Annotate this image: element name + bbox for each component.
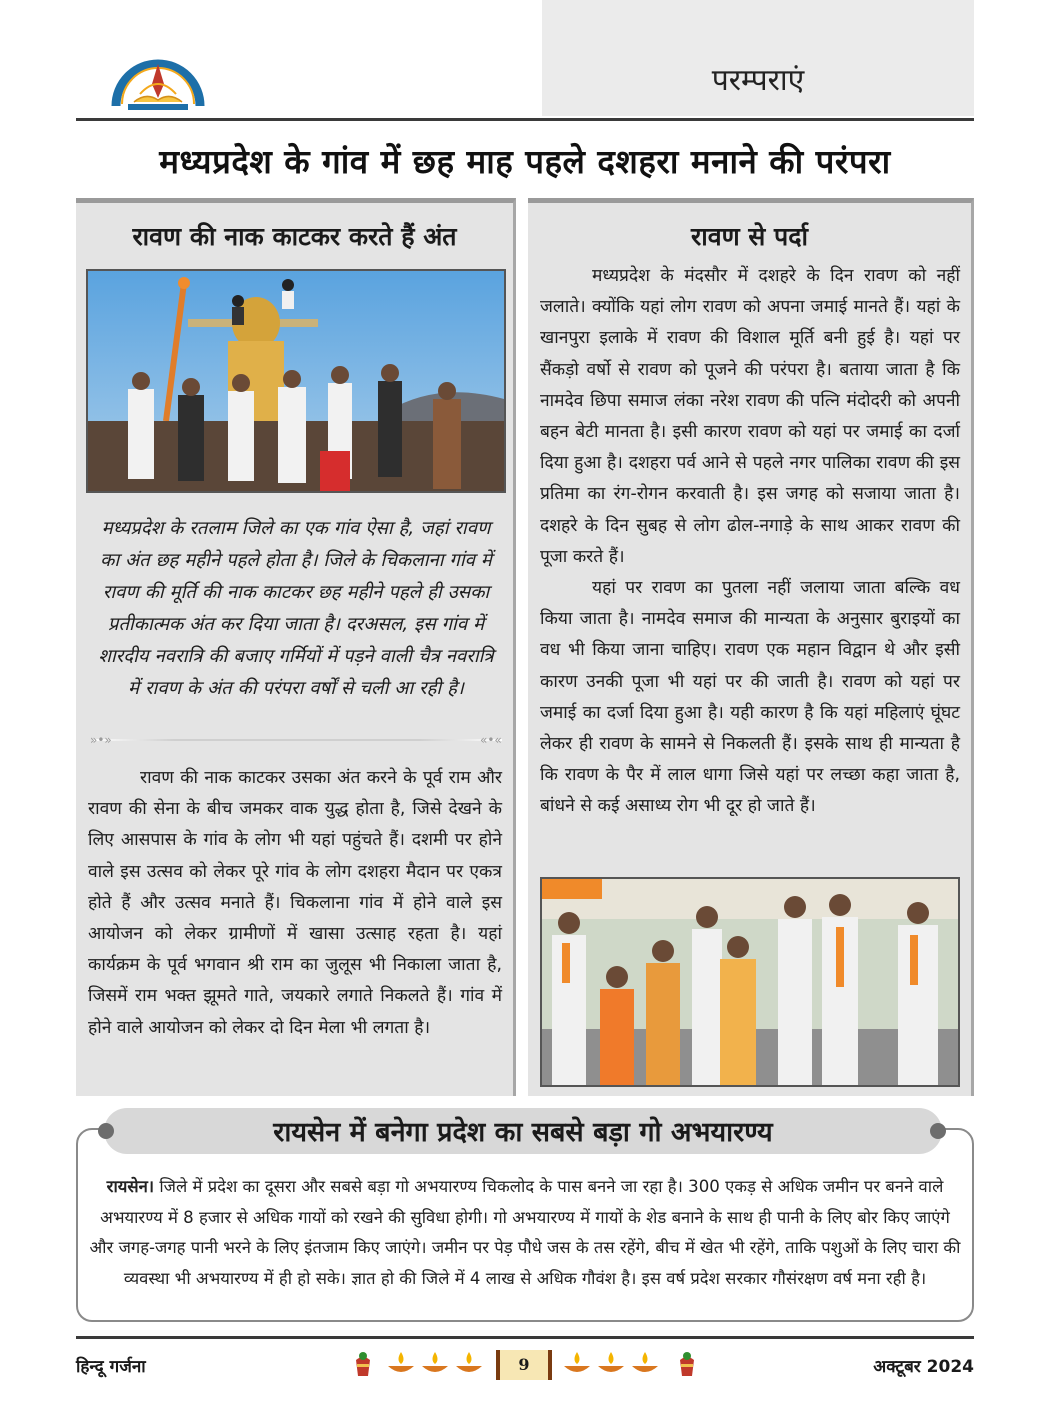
divider-ornament-right-icon: «•«	[480, 733, 502, 747]
issue-date: अक्टूबर 2024	[873, 1357, 974, 1377]
caption-divider	[92, 739, 502, 741]
news-dateline: रायसेन।	[106, 1177, 155, 1196]
news-box-body: जिले में प्रदेश का दूसरा और सबसे बड़ा गो अभयारण्य चिकलोद के पास बनने जा रहा है। 300 एकड़ से अधिक जमीन पर बनने वाले अभयारण्य में 8 हजार से अधिक गायों को रखने की सुविधा होगी। गो अभयारण्य में गायों के शेड बनाने के साथ ही पानी के लिए बोर किए जाएंगे और जगह-जगह पानी भरने के लिए इंतजाम किए जाएंगे। जमीन पर पेड़ पौधे जस के तस रहेंगे, बीच में खेत भी रहेंगे, ताकि पशुओं के लिए चारा की व्यवस्था भी अभयारण्य में ही हो सके। ज्ञात हो की जिले में 4 लाख से अधिक गौवंश है। इस वर्ष प्रदेश सरकार गौसंरक्षण वर्ष मना रही है।	[89, 1177, 961, 1288]
left-caption: मध्यप्रदेश के रतलाम जिले का एक गांव ऐसा है, जहां रावण का अंत छह महीने पहले होता है। जिले के चिकलाना गांव में रावण की मूर्ति की नाक काटकर छह महीने पहले ही उसका प्रतीकात्मक अंत कर दिया जाता है। दरअसल, इस गांव में शारदीय नवरात्रि की बजाए गर्मियों में पड़ने वाली चैत्र नवरात्रि में रावण के अंत की परंपरा वर्षों से चली आ रही है।	[98, 518, 494, 699]
right-body-paragraph-1: मध्यप्रदेश के मंदसौर में दशहरे के दिन रावण को नहीं जलाते। क्योंकि यहां लोग रावण को अपना जमाई मानते हैं। यहां के खानपुरा इलाके में रावण की विशाल मूर्ति बनी हुई है। यहां पर सैंकड़ो वर्षो से रावण को पूजने की परंपरा है। बताया जाता है कि नामदेव छिपा समाज लंका नरेश रावण की पत्नि मंदोदरी को अपनी बहन बेटी मानता है। इसी कारण रावण को यहां पर जमाई का दर्जा दिया हुआ है। दशहरा पर्व आने से पहले नगर पालिका रावण की इस प्रतिमा का रंग-रोगन करवाती है। इस जगह को सजाया जाता है। दशहरे के दिन सुबह से लोग ढोल-नगाड़े के साथ आकर रावण की पूजा करते हैं।	[540, 266, 960, 567]
left-body	[88, 763, 502, 1044]
header-rule	[76, 118, 974, 121]
publication-logo	[108, 44, 208, 116]
diya-icon	[454, 1350, 484, 1376]
kalash-icon	[348, 1350, 378, 1376]
page-number: 9	[496, 1350, 552, 1380]
procession-photo	[540, 877, 960, 1087]
page-headline: मध्यप्रदेश के गांव में छह माह पहले दशहरा मनाने की परंपरा	[159, 142, 891, 181]
right-column	[528, 198, 974, 1096]
ravan-effigy-photo	[86, 269, 506, 493]
news-box-text	[86, 1172, 964, 1294]
left-column	[76, 198, 516, 1096]
left-column-title: रावण की नाक काटकर करते हैं अंत	[132, 222, 457, 251]
right-column-title: रावण से पर्दा	[691, 222, 808, 251]
diya-icon	[630, 1350, 660, 1376]
section-title: परम्पराएं	[711, 63, 805, 98]
right-body-paragraph-2: यहां पर रावण का पुतला नहीं जलाया जाता बल्कि वध किया जाता है। नामदेव समाज की मान्यता के अनुसार बुराइयों का वध भी किया जाना चाहिए। रावण एक महान विद्वान थे और इसी कारण उनकी पूजा भी यहां पर की जाती है। रावण को यहां पर जमाई का दर्जा दिया हुआ है। यही कारण है कि यहां महिलाएं घूंघट लेकर ही रावण के सामने से निकलती हैं। इसके साथ ही मान्यता है कि रावण के पैर में लाल धागा जिसे यहां पर लच्छा कहा जाता है, बांधने से कई असाध्य रोग भी दूर हो जाते हैं।	[540, 578, 960, 817]
diya-icon	[386, 1350, 416, 1376]
diya-icon	[420, 1350, 450, 1376]
footer-rule	[76, 1336, 974, 1339]
publication-name: हिन्दू गर्जना	[76, 1357, 146, 1377]
section-banner	[542, 0, 974, 116]
diya-icon	[562, 1350, 592, 1376]
kalash-icon	[672, 1350, 702, 1376]
divider-ornament-left-icon: »•»	[90, 733, 112, 747]
right-body	[540, 261, 960, 823]
news-box-title: रायसेन में बनेगा प्रदेश का सबसे बड़ा गो अभयारण्य	[273, 1117, 773, 1148]
left-body-paragraph: रावण की नाक काटकर उसका अंत करने के पूर्व राम और रावण की सेना के बीच जमकर वाक युद्ध होता है, जिसे देखने के लिए आसपास के गांव के लोग भी यहां पहुंचते हैं। दशमी पर होने वाले इस उत्सव को लेकर पूरे गांव के लोग दशहरा मैदान पर एकत्र होते हैं और उत्सव मनाते हैं। चिकलाना गांव में होने वाले इस आयोजन को लेकर ग्रामीणों में खासा उत्साह रहता है। यहां कार्यक्रम के पूर्व भगवान श्री राम का जुलूस भी निकाला जाता है, जिसमें राम भक्त झूमते गाते, जयकारे लगाते निकलते हैं। गांव में होने वाले आयोजन को लेकर दो दिन मेला भी लगता है।	[88, 768, 502, 1038]
diya-icon	[596, 1350, 626, 1376]
